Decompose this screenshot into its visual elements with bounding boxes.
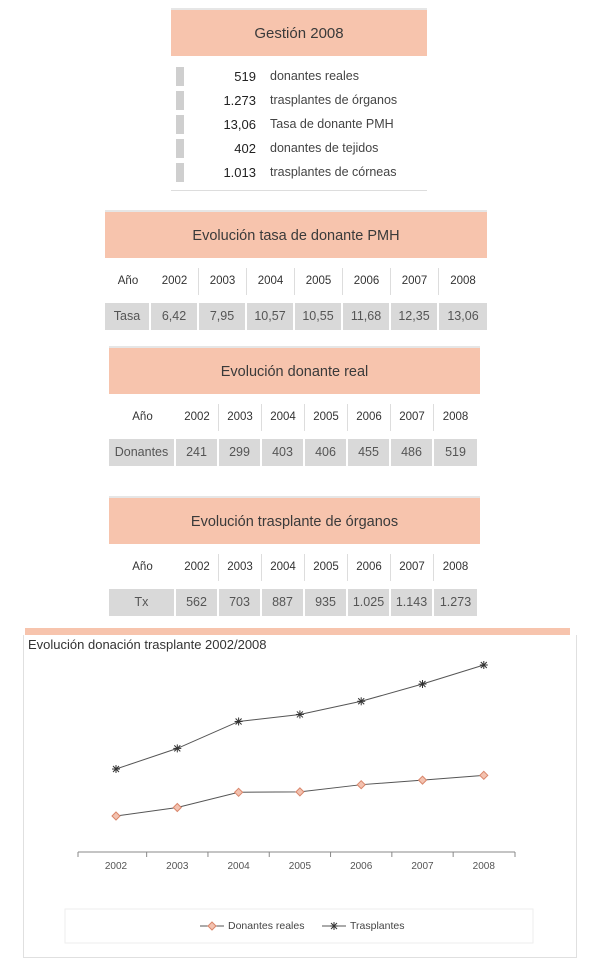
- data-point-donantes: [419, 776, 427, 784]
- year-cell: 2008: [442, 411, 469, 423]
- year-cell: 2004: [262, 404, 305, 431]
- x-tick-label: 2002: [104, 861, 128, 872]
- gestion-value: 13,06: [223, 116, 256, 132]
- year-cell: 2003: [219, 554, 262, 581]
- data-point-donantes: [357, 781, 365, 789]
- data-point-donantes: [112, 812, 120, 820]
- value-cell: 486: [391, 439, 434, 466]
- value-cell: 241: [176, 439, 219, 466]
- x-tick-label: 2003: [166, 861, 189, 872]
- chart-title: Evolución donación trasplante 2002/2008: [28, 637, 267, 652]
- value-cell: 7,95: [199, 303, 247, 330]
- gestion-label: donantes reales: [270, 69, 359, 83]
- year-cell: 2003: [199, 268, 247, 295]
- value-cell: 10,57: [247, 303, 295, 330]
- donante-row-label: Donantes: [109, 439, 176, 466]
- year-cell: 2007: [391, 268, 439, 295]
- legend-label-trasplantes: Trasplantes: [350, 920, 405, 932]
- year-cell: 2004: [262, 554, 305, 581]
- value-cell: 10,55: [295, 303, 343, 330]
- year-cell: 2003: [219, 404, 262, 431]
- value-cell: 11,68: [343, 303, 391, 330]
- value-cell: 562: [176, 589, 219, 616]
- gestion-value: 1.013: [223, 164, 256, 180]
- year-cell: 2005: [295, 268, 343, 295]
- donante-header-label: Año: [132, 411, 153, 423]
- gestion-label: donantes de tejidos: [270, 141, 379, 155]
- year-cell: 2008: [442, 561, 469, 573]
- data-point-donantes: [480, 771, 488, 779]
- year-cell: 2006: [348, 404, 391, 431]
- data-point-donantes: [296, 788, 304, 796]
- year-cell: 2008: [450, 275, 476, 287]
- tasa-row-label: Tasa: [105, 303, 151, 330]
- year-cell: 2007: [391, 554, 434, 581]
- data-point-trasplantes: [419, 680, 427, 688]
- year-cell: 2006: [343, 268, 391, 295]
- year-cell: 2005: [305, 404, 348, 431]
- tasa-header-label: Año: [117, 275, 139, 287]
- data-point-trasplantes: [173, 744, 181, 752]
- donante-title: Evolución donante real: [109, 346, 480, 394]
- legend-label-donantes: Donantes reales: [228, 920, 305, 932]
- value-cell: 703: [219, 589, 262, 616]
- value-cell: 1.273: [434, 589, 477, 616]
- value-cell: 403: [262, 439, 305, 466]
- gestion-label: trasplantes de órganos: [270, 93, 398, 107]
- gestion-value: 519: [234, 68, 256, 84]
- data-point-donantes: [235, 788, 243, 796]
- x-tick-label: 2008: [472, 861, 495, 872]
- year-cell: 2005: [305, 554, 348, 581]
- value-cell: 1.025: [348, 589, 391, 616]
- data-point-trasplantes: [235, 717, 243, 725]
- value-cell: 519: [434, 439, 477, 466]
- tasa-title: Evolución tasa de donante PMH: [105, 210, 487, 258]
- trasplante-title: Evolución trasplante de órganos: [109, 496, 480, 544]
- year-cell: 2007: [391, 404, 434, 431]
- gestion-value: 1.273: [223, 92, 256, 108]
- x-tick-label: 2006: [350, 861, 373, 872]
- value-cell: 935: [305, 589, 348, 616]
- data-point-trasplantes: [357, 697, 365, 705]
- gestion-value: 402: [234, 140, 256, 156]
- year-cell: 2006: [348, 554, 391, 581]
- value-cell: 13,06: [439, 303, 487, 330]
- year-cell: 2002: [176, 404, 219, 431]
- gestion-title: Gestión 2008: [171, 8, 427, 56]
- gestion-label: Tasa de donante PMH: [270, 117, 394, 131]
- year-cell: 2002: [151, 268, 199, 295]
- data-point-trasplantes: [296, 710, 304, 718]
- gestion-label: trasplantes de córneas: [270, 165, 397, 179]
- legend-marker-donantes: [208, 922, 216, 930]
- x-tick-label: 2007: [411, 861, 434, 872]
- year-cell: 2002: [176, 554, 219, 581]
- year-cell: 2004: [247, 268, 295, 295]
- x-tick-label: 2004: [227, 861, 250, 872]
- x-tick-label: 2005: [288, 861, 312, 872]
- trasplante-row-label: Tx: [109, 589, 176, 616]
- data-point-trasplantes: [480, 661, 488, 669]
- legend-marker-trasplantes: [330, 922, 338, 930]
- value-cell: 6,42: [151, 303, 199, 330]
- data-point-donantes: [173, 804, 181, 812]
- value-cell: 1.143: [391, 589, 434, 616]
- trasplante-header-label: Año: [132, 561, 153, 573]
- value-cell: 455: [348, 439, 391, 466]
- value-cell: 299: [219, 439, 262, 466]
- data-point-trasplantes: [112, 765, 120, 773]
- value-cell: 406: [305, 439, 348, 466]
- value-cell: 12,35: [391, 303, 439, 330]
- value-cell: 887: [262, 589, 305, 616]
